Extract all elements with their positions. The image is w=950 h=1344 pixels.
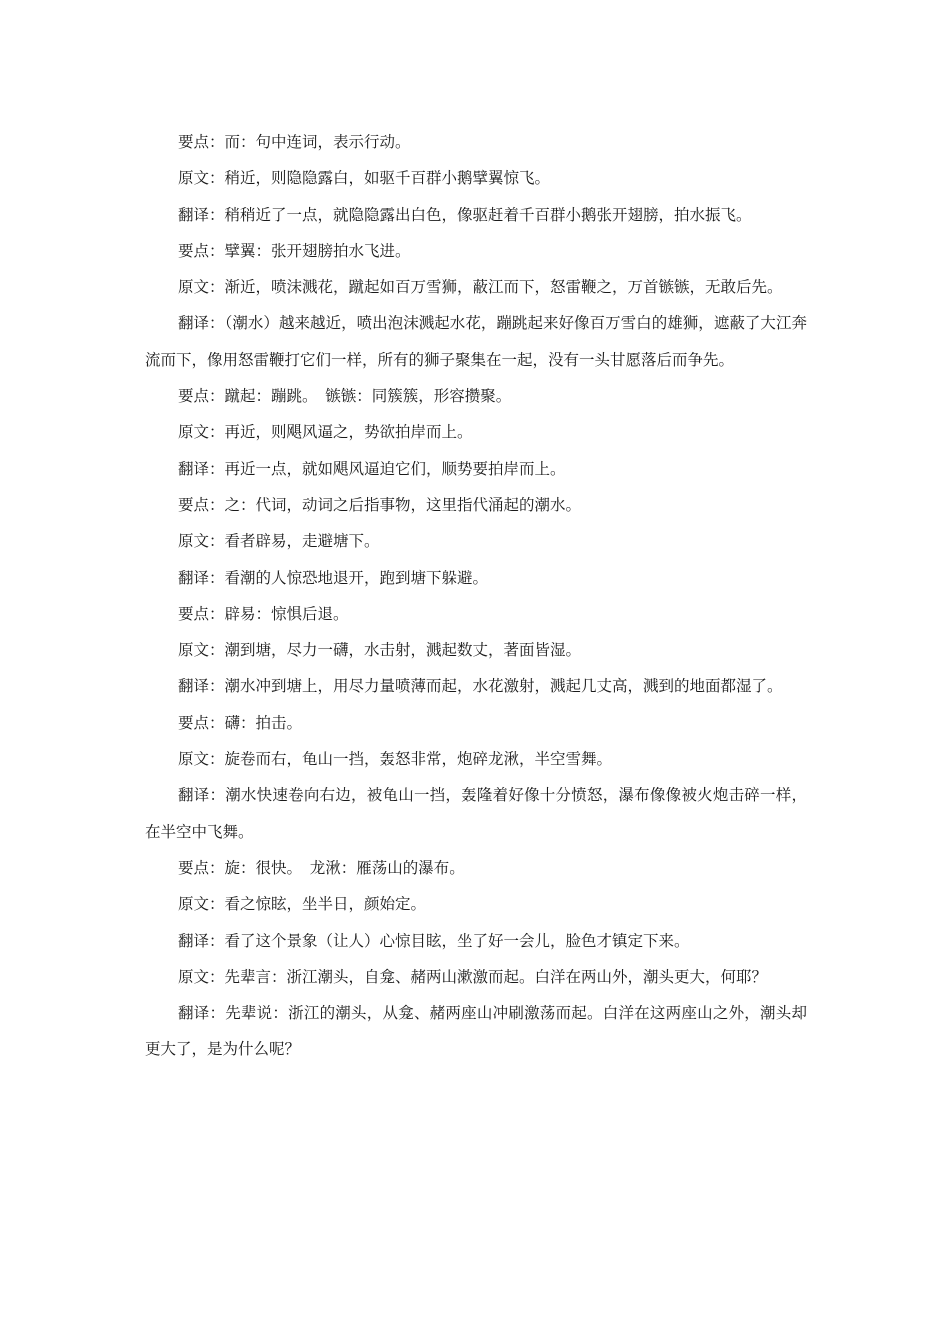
paragraph-translation: 翻译：再近一点，就如飓风逼迫它们，顺势要拍岸而上。 <box>178 459 566 478</box>
document-body <box>145 124 807 1068</box>
paragraph-translation: 翻译：看潮的人惊恐地退开，跑到塘下躲避。 <box>178 568 489 587</box>
paragraph-original: 原文：潮到塘，尽力一礴，水击射，溅起数丈，著面皆湿。 <box>178 641 582 660</box>
paragraph-keypoint: 要点：辟易：惊惧后退。 <box>178 604 349 623</box>
paragraph-translation: 翻译：稍稍近了一点，就隐隐露出白色，像驱赶着千百群小鹅张开翅膀，拍水振飞。 <box>178 205 752 224</box>
paragraph-original: 原文：看者辟易，走避塘下。 <box>178 532 380 551</box>
paragraph-translation: 翻译：（潮水）越来越近，喷出泡沫溅起水花，蹦跳起来好像百万雪白的雄狮，遮蔽了大江奔流而下，像用怒雷鞭打它们一样，所有的狮子聚集在一起，没有一头甘愿落后而争先。 <box>145 314 807 369</box>
paragraph-original: 原文：看之惊眩，坐半日，颜始定。 <box>178 895 427 914</box>
paragraph-keypoint: 要点：旋：很快。 龙湫：雁荡山的瀑布。 <box>178 858 465 877</box>
paragraph-keypoint: 要点：蹴起：蹦跳。 镞镞：同簇簇，形容攒聚。 <box>178 387 512 406</box>
paragraph-keypoint: 要点：礴：拍击。 <box>178 713 303 732</box>
paragraph-original: 原文：稍近，则隐隐露白，如驱千百群小鹅擘翼惊飞。 <box>178 169 551 188</box>
paragraph-original: 原文：渐近，喷沫溅花，蹴起如百万雪狮，蔽江而下，怒雷鞭之，万首镞镞，无敢后先。 <box>178 278 783 297</box>
paragraph-keypoint: 要点：擘翼：张开翅膀拍水飞进。 <box>178 241 411 260</box>
paragraph-translation: 翻译：看了这个景象（让人）心惊目眩，坐了好一会儿，脸色才镇定下来。 <box>178 931 690 950</box>
paragraph-original: 原文：先辈言：浙江潮头，自龛、赭两山漱激而起。白洋在两山外，潮头更大，何耶？ <box>178 967 768 986</box>
paragraph-original: 原文：再近，则飓风逼之，势欲拍岸而上。 <box>178 423 473 442</box>
paragraph-keypoint: 要点：而：句中连词，表示行动。 <box>178 133 411 151</box>
paragraph-translation: 翻译：先辈说：浙江的潮头，从龛、赭两座山冲刷激荡而起。白洋在这两座山之外，潮头却更大了，是为什么呢？ <box>145 1004 807 1059</box>
paragraph-translation: 翻译：潮水冲到塘上，用尽力量喷薄而起，水花激射，溅起几丈高，溅到的地面都湿了。 <box>178 677 783 696</box>
paragraph-original: 原文：旋卷而右，龟山一挡，轰怒非常，炮碎龙湫，半空雪舞。 <box>178 750 613 769</box>
paragraph-translation: 翻译：潮水快速卷向右边，被龟山一挡，轰隆着好像十分愤怒，瀑布像像被火炮击碎一样，在半空中飞舞。 <box>145 786 807 841</box>
paragraph-keypoint: 要点：之：代词，动词之后指事物，这里指代涌起的潮水。 <box>178 495 582 514</box>
